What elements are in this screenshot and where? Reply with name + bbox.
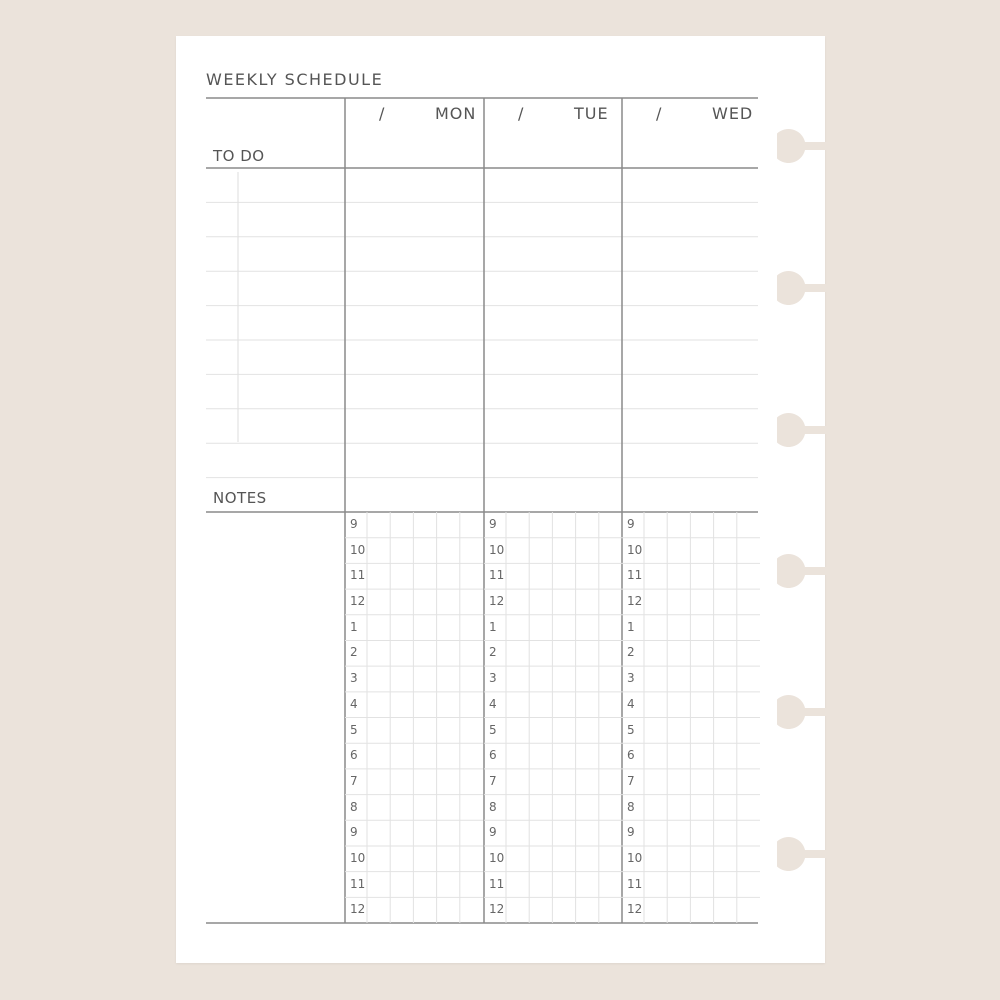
hour-label: 11 (627, 876, 643, 891)
hour-label: 3 (627, 671, 635, 686)
planner-sheet (176, 36, 825, 963)
binder-hole-shape (777, 129, 827, 163)
hour-label: 6 (489, 748, 497, 763)
notes-label: NOTES (213, 489, 267, 507)
todo-label: TO DO (213, 147, 265, 165)
day-header: WED (712, 104, 754, 123)
hour-label: 10 (627, 850, 643, 865)
hour-label: 5 (350, 722, 358, 737)
binder-hole-shape (777, 554, 827, 588)
hour-label: 1 (350, 619, 358, 634)
hour-label: 4 (489, 696, 497, 711)
hour-label: 10 (350, 542, 366, 557)
hour-label: 12 (350, 902, 366, 917)
hour-label: 4 (627, 696, 635, 711)
hour-label: 3 (489, 671, 497, 686)
day-header: MON (435, 104, 477, 123)
hour-label: 9 (627, 825, 635, 840)
hour-label: 11 (489, 568, 505, 583)
binder-hole (777, 552, 827, 590)
binder-hole-shape (777, 695, 827, 729)
schedule-grid (176, 36, 825, 963)
hour-label: 12 (627, 902, 643, 917)
hour-label: 9 (627, 517, 635, 531)
hour-label: 11 (489, 876, 505, 891)
hour-label: 8 (350, 799, 358, 814)
hour-label: 10 (489, 542, 505, 557)
hour-label: 7 (627, 773, 635, 788)
date-slash: / (656, 104, 662, 123)
hour-label: 10 (489, 850, 505, 865)
binder-hole (777, 411, 827, 449)
date-slash: / (379, 104, 385, 123)
hour-label: 7 (350, 773, 358, 788)
binder-hole-shape (777, 837, 827, 871)
date-slash: / (518, 104, 524, 123)
hour-label: 11 (350, 568, 366, 583)
hour-label: 2 (627, 645, 635, 660)
hour-label: 7 (489, 773, 497, 788)
hour-label: 5 (489, 722, 497, 737)
hour-label: 9 (350, 825, 358, 840)
hour-label: 8 (489, 799, 497, 814)
hour-label: 6 (350, 748, 358, 763)
hour-label: 12 (489, 594, 505, 609)
binder-hole (777, 693, 827, 731)
hour-label: 9 (489, 825, 497, 840)
page-title: WEEKLY SCHEDULE (206, 70, 384, 89)
hour-label: 6 (627, 748, 635, 763)
binder-hole (777, 127, 827, 165)
binder-hole (777, 835, 827, 873)
day-header: TUE (574, 104, 609, 123)
hour-label: 2 (489, 645, 497, 660)
hour-label: 12 (489, 902, 505, 917)
hour-label: 1 (627, 619, 635, 634)
hour-label: 12 (627, 594, 643, 609)
hour-label: 4 (350, 696, 358, 711)
hour-label: 10 (627, 542, 643, 557)
hour-label: 11 (627, 568, 643, 583)
binder-hole-shape (777, 271, 827, 305)
hour-label: 5 (627, 722, 635, 737)
hour-label: 2 (350, 645, 358, 660)
hour-label: 9 (350, 517, 358, 531)
hour-label: 11 (350, 876, 366, 891)
hour-label: 9 (489, 517, 497, 531)
hour-label: 1 (489, 619, 497, 634)
binder-hole-shape (777, 413, 827, 447)
hour-label: 3 (350, 671, 358, 686)
binder-hole (777, 269, 827, 307)
hour-label: 8 (627, 799, 635, 814)
hour-label: 12 (350, 594, 366, 609)
hour-label: 10 (350, 850, 366, 865)
